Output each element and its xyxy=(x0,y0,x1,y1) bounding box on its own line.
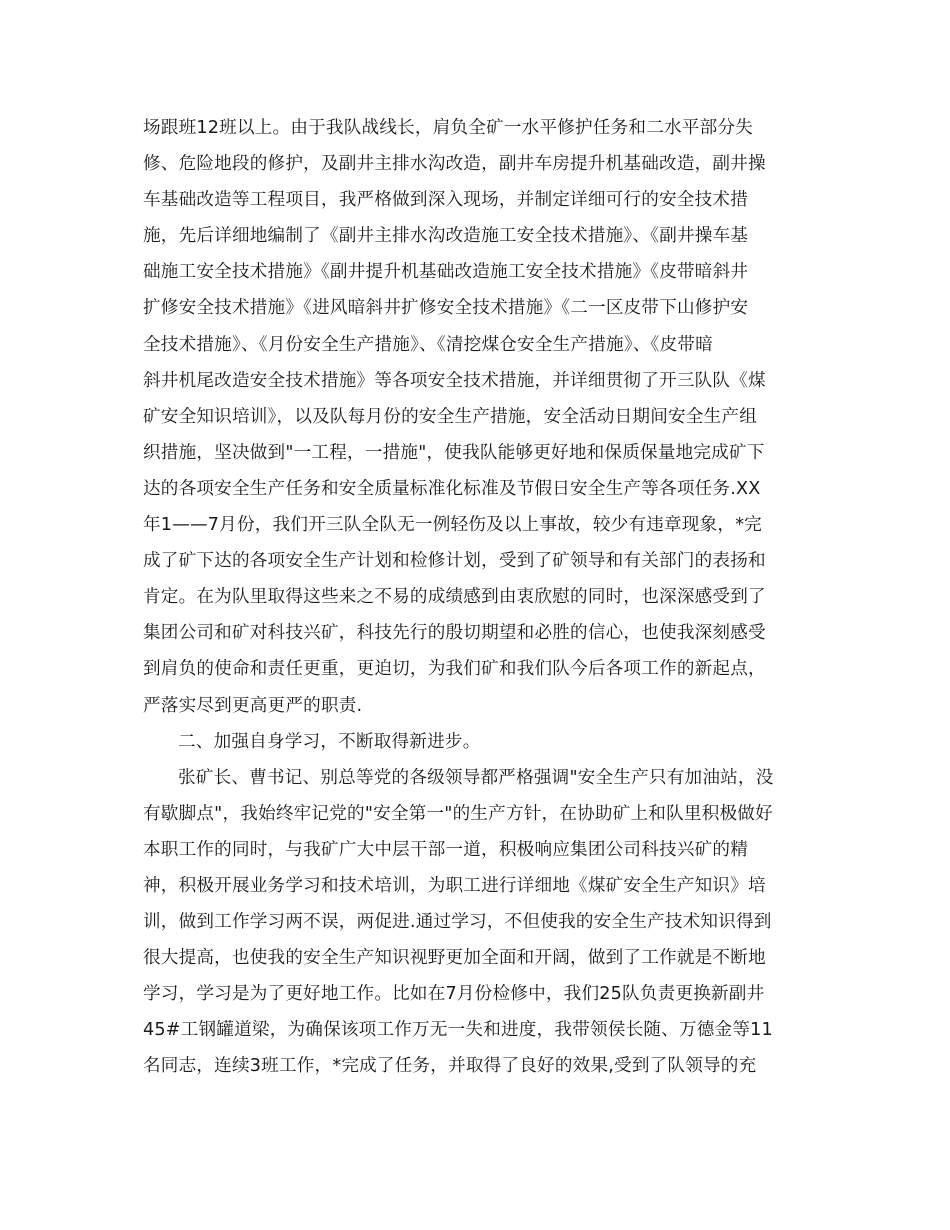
text-line: 训，做到工作学习两不误，两促进.通过学习，不但使我的安全生产技术知识得到 xyxy=(143,912,772,933)
text-line: 45#工钢罐道梁，为确保该项工作万无一失和进度，我带领侯长随、万德金等11 xyxy=(143,1020,773,1041)
paragraph-first-line: 张矿长、曹书记、别总等党的各级领导都严格强调"安全生产只有加油站，没 xyxy=(178,767,774,788)
text-line: 斜井机尾改造安全技术措施》等各项安全技术措施，并详细贯彻了开三队队《煤 xyxy=(143,370,766,391)
text-line: 施，先后详细地编制了《副井主排水沟改造施工安全技术措施》、《副井操车基 xyxy=(143,226,749,247)
text-line: 年1——7月份，我们开三队全队无一例轻伤及以上事故，较少有违章现象，*完 xyxy=(143,515,762,536)
text-line: 扩修安全技术措施》《进风暗斜井扩修安全技术措施》《二一区皮带下山修护安 xyxy=(143,298,749,319)
body-text xyxy=(143,110,813,1085)
text-line: 车基础改造等工程项目，我严格做到深入现场，并制定详细可行的安全技术措 xyxy=(143,190,748,211)
text-line: 名同志，连续3班工作，*完成了任务，并取得了良好的效果,受到了队领导的充 xyxy=(143,1056,757,1077)
text-line: 矿安全知识培训》，以及队每月份的安全生产措施，安全活动日期间安全生产组 xyxy=(143,406,757,427)
text-line: 学习，学习是为了更好地工作。比如在7月份检修中，我们25队负责更换新副井 xyxy=(143,984,765,1005)
text-line: 集团公司和矿对科技兴矿，科技先行的殷切期望和必胜的信心，也使我深刻感受 xyxy=(143,623,766,644)
text-line: 本职工作的同时，与我矿广大中层干部一道，积极响应集团公司科技兴矿的精 xyxy=(143,839,748,860)
text-line: 神，积极开展业务学习和技术培训，为职工进行详细地《煤矿安全生产知识》培 xyxy=(143,875,766,896)
text-line: 有歇脚点"，我始终牢记党的"安全第一"的生产方针，在协助矿上和队里积极做好 xyxy=(143,803,773,824)
text-line: 修、危险地段的修护，及副井主排水沟改造，副井车房提升机基础改造，副井操 xyxy=(143,154,766,175)
section-heading: 二、加强自身学习，不断取得新进步。 xyxy=(178,731,481,752)
text-line: 成了矿下达的各项安全生产计划和检修计划，受到了矿领导和有关部门的表扬和 xyxy=(143,551,766,572)
text-line: 织措施，坚决做到"一工程，一措施"，使我队能够更好地和保质保量地完成矿下 xyxy=(143,442,765,463)
text-line: 全技术措施》、《月份安全生产措施》、《清挖煤仓安全生产措施》、《皮带暗 xyxy=(143,334,713,355)
text-line: 很大提高，也使我的安全生产知识视野更加全面和开阔，做到了工作就是不断地 xyxy=(143,948,766,969)
text-line: 到肩负的使命和责任更重，更迫切，为我们矿和我们队今后各项工作的新起点， xyxy=(143,659,766,680)
text-line: 场跟班12班以上。由于我队战线长，肩负全矿一水平修护任务和二水平部分失 xyxy=(143,118,753,138)
text-line: 严落实尽到更高更严的职责. xyxy=(143,695,363,716)
text-line: 达的各项安全生产任务和安全质量标准化标准及节假日安全生产等各项任务.XX xyxy=(143,478,761,499)
text-line: 础施工安全技术措施》《副井提升机基础改造施工安全技术措施》《皮带暗斜井 xyxy=(143,262,749,283)
text-line: 肯定。在为队里取得这些来之不易的成绩感到由衷欣慰的同时，也深深感受到了 xyxy=(143,587,766,608)
